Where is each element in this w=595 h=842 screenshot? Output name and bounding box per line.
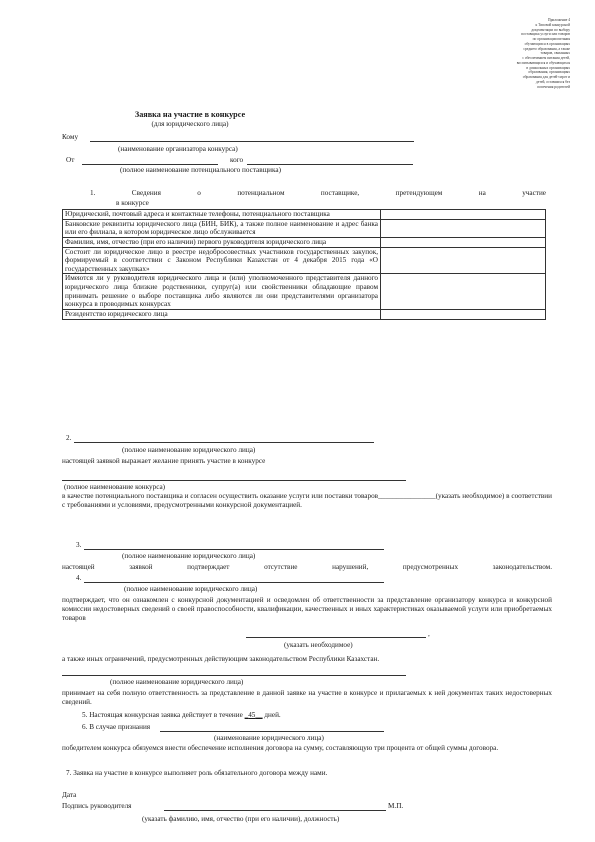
table-row <box>63 247 546 274</box>
section4-text-body: подтверждает, что он ознакомлен с конкурсной документацией и осведомлен об ответственности за представление организатору конкурса и конкурсной комиссии недостоверных сведений о своей правоспособности, квалификации, качественных и иных характеристиках оказываемой услуги или приобретаемых товаров <box>62 596 552 622</box>
appendix-line: среднего образования, а также <box>523 46 570 51</box>
table-cell-value[interactable] <box>381 274 546 310</box>
appendix-line: по организации питания <box>532 37 570 42</box>
from-line-1 <box>82 164 218 165</box>
clause6-text: 6. В случае признания <box>82 723 151 731</box>
section4-text2: а также иных ограничений, предусмотренных действующим законодательством Республики Казахстан. <box>62 655 380 663</box>
appendix-line: детей, оставшихся без <box>535 79 570 84</box>
section2-text1: настоящей заявкой выражает желание принять участие в конкурсе <box>62 457 266 465</box>
from-label: От <box>66 156 75 164</box>
section1-heading-line1: 1. Сведения о потенциальном поставщике, претендующем на участие <box>90 189 546 197</box>
appendix-line: обучающихся в организациях <box>524 41 570 46</box>
section2-goods-blank: ________________ <box>378 492 436 500</box>
table-cell-value[interactable] <box>381 219 546 237</box>
appendix-line: попечения родителей <box>537 84 570 89</box>
table-cell-value[interactable] <box>381 237 546 247</box>
date-label: Дата <box>62 791 77 799</box>
clause5 <box>82 711 281 720</box>
table-cell-label: Имеются ли у руководителя юридического лица и (или) уполномоченного представителя данного юридического лица близкие родственники, супруг(а) или свойственники обладающие правом принимать решение о выборе поставщика либо являются ли они представителями организатора конкурса в проводимых конкурсах <box>63 274 381 310</box>
section4-goods-line <box>246 637 426 638</box>
section3-text: настоящей заявкой подтверждает отсутствие нарушений, предусмотренных законодательством. <box>62 563 552 571</box>
table-cell-value[interactable] <box>381 310 546 320</box>
table-cell-value[interactable] <box>381 210 546 220</box>
section2-number: 2. <box>66 434 72 442</box>
appendix-line: товаров, связанных <box>540 51 570 56</box>
table-cell-label: Фамилия, имя, отчество (при его наличии) первого руководителя юридического лица <box>63 237 381 247</box>
signature-label: Подпись руководителя <box>62 802 132 810</box>
section4-goods-caption: (указать необходимое) <box>284 641 353 649</box>
from-whom-label: кого <box>230 156 244 164</box>
section4-name-caption: (полное наименование юридического лица) <box>124 585 258 593</box>
clause5-text: 5. Настоящая конкурсная заявка действует в течение <box>82 711 243 719</box>
table-cell-label: Состоит ли юридическое лицо в реестре недобросовестных участников государственных закупок, формируемый в соответствии с Законом Республики Казахстан от 4 декабря 2015 года «О государственных закупках» <box>63 247 381 274</box>
section2-contest-caption: (полное наименование конкурса) <box>64 483 166 491</box>
clause7: 7. Заявка на участие в конкурсе выполняет роль обязательного договора между нами. <box>66 769 328 777</box>
appendix-line: Приложение 4 <box>548 18 570 22</box>
appendix-note <box>470 18 570 89</box>
section1-heading-line2: в конкурсе <box>116 199 149 207</box>
section4-text <box>62 596 552 622</box>
table-cell-label: Резидентство юридического лица <box>63 310 381 320</box>
section2-contest-line <box>62 480 406 481</box>
table-cell-label: Юридический, почтовый адреса и контактные телефоны, потенциального поставщика <box>63 210 381 220</box>
section3-name-line <box>84 549 384 550</box>
section2-text2-a: в качестве потенциального поставщика и согласен осуществить оказание услуги или поставки товаров <box>62 492 379 500</box>
appendix-line: образования, организациях <box>528 70 570 75</box>
signature-line[interactable] <box>164 810 386 811</box>
section3-number: 3. <box>76 541 82 549</box>
appendix-line: образования для детей-сирот и <box>522 75 570 80</box>
from-caption: (полное наименование потенциального поставщика) <box>120 166 281 174</box>
appendix-line: в дошкольных организациях <box>526 65 570 70</box>
stamp-placeholder: М.П. <box>388 802 404 810</box>
responsibility-name-caption: (полное наименование юридического лица) <box>110 678 244 686</box>
clause5-after: дней. <box>264 711 281 719</box>
clause5-days-value: 45 <box>248 711 256 719</box>
appendix-line: документации по выбору <box>531 27 570 32</box>
table-row <box>63 310 546 320</box>
appendix-line: с обеспечением питания детей, <box>522 56 570 61</box>
clause6-name-caption: (наименование юридического лица) <box>214 734 324 742</box>
section2-name-caption: (полное наименование юридического лица) <box>122 446 256 454</box>
to-label: Кому <box>62 133 79 141</box>
table-cell-value[interactable] <box>381 247 546 274</box>
appendix-line: к Типовой конкурсной <box>535 22 570 27</box>
table-row <box>63 237 546 247</box>
responsibility-name-line <box>62 675 406 676</box>
section4-comma: , <box>428 630 430 638</box>
from-line-2 <box>247 164 413 165</box>
responsibility-text: принимает на себя полную ответственность за представление в данной заявке на участие в конкурсе и прилагаемых к ней документах таких недостоверных сведений. <box>62 689 552 706</box>
form-subtitle: (для юридического лица) <box>151 120 229 128</box>
section2-text2-b: (указать необходимое) в соответствии с требованиями и условиями, предусмотренными конкурсной документацией. <box>62 492 552 509</box>
clause6-text2: победителем конкурса обязуемся внести обеспечение исполнения договора на сумму, составляющую три процента от общей суммы договора. <box>62 744 499 752</box>
clause5-days: _45__ <box>244 711 263 719</box>
clause6-name-line <box>160 731 384 732</box>
form-title: Заявка на участие в конкурсе <box>134 110 246 119</box>
section4-number: 4. <box>76 574 82 582</box>
section2-name-line <box>74 442 374 443</box>
section2-text2 <box>62 492 552 510</box>
to-line <box>90 141 414 142</box>
appendix-line: воспитывающихся и обучающихся <box>516 60 570 65</box>
section3-name-caption: (полное наименование юридического лица) <box>122 552 256 560</box>
to-caption: (наименование организатора конкурса) <box>118 145 238 153</box>
table-row <box>63 219 546 237</box>
table-row <box>63 274 546 310</box>
supplier-info-table <box>62 209 546 320</box>
section4-name-line <box>84 582 384 583</box>
signature-caption: (указать фамилию, имя, отчество (при его наличии), должность) <box>142 815 340 823</box>
appendix-line: поставщика услуги или товаров <box>521 32 570 37</box>
table-cell-label: Банковские реквизиты юридического лица (БИН, БИК), а также полное наименование и адрес банка или его филиала, в котором юридическое лицо обслуживается <box>63 219 381 237</box>
table-row <box>63 210 546 220</box>
